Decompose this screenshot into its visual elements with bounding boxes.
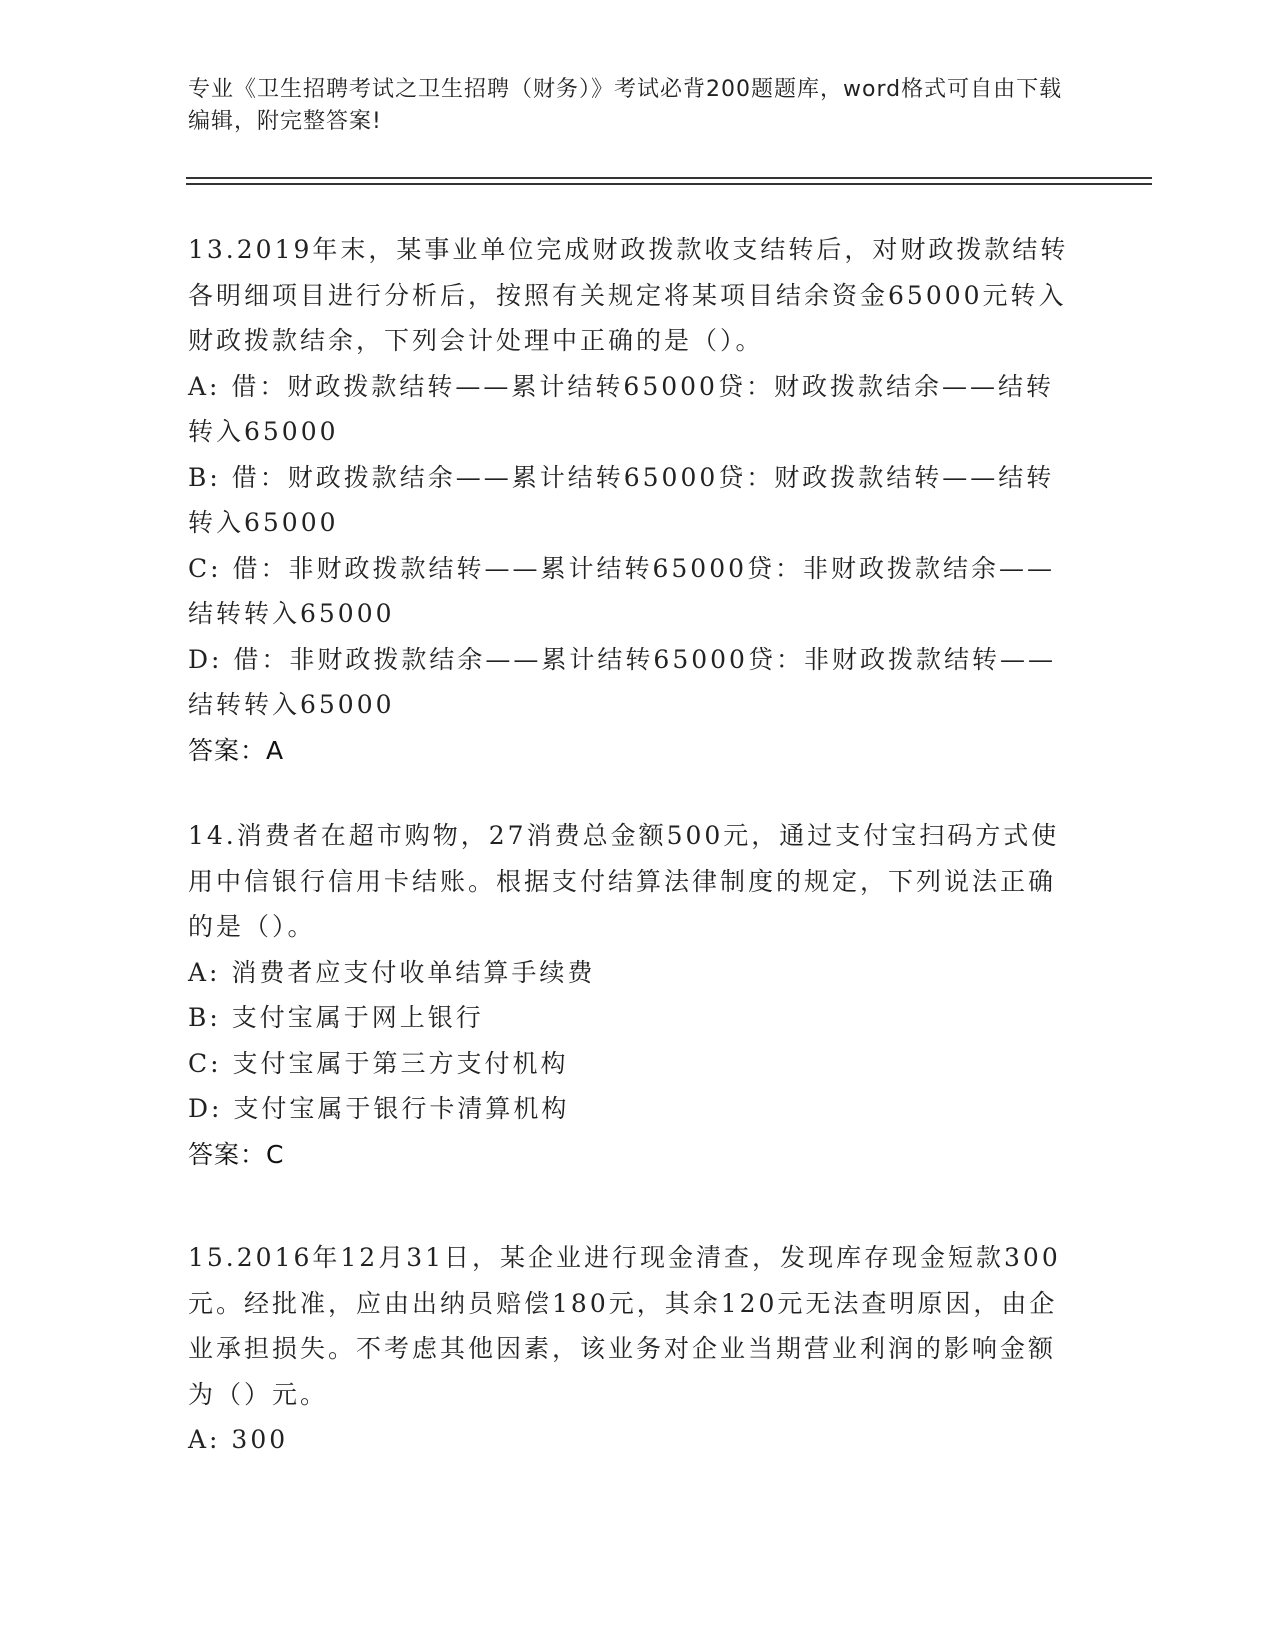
question-14 [188,813,1078,1177]
question-stem: 15.2016年12月31日，某企业进行现金清查，发现库存现金短款300元。经批准，应由出纳员赔偿180元，其余120元无法查明原因，由企业承担损失。不考虑其他因素，该业务对企业当期营业利润的影响金额为（）元。 [188,1243,1061,1409]
option-d: D: 支付宝属于银行卡清算机构 [188,1094,570,1123]
question-stem: 13.2019年末，某事业单位完成财政拨款收支结转后，对财政拨款结转各明细项目进行分析后，按照有关规定将某项目结余资金65000元转入财政拨款结余，下列会计处理中正确的是（）。 [188,235,1069,355]
option-b: B: 支付宝属于网上银行 [188,1003,484,1032]
question-13 [188,227,1078,773]
header-divider-top [186,177,1152,179]
question-15 [188,1235,1078,1463]
header-divider-bottom [186,183,1152,185]
answer-label: 答案：A [188,735,285,765]
question-stem: 14.消费者在超市购物，27消费总金额500元，通过支付宝扫码方式使用中信银行信用卡结账。根据支付结算法律制度的规定，下列说法正确的是（）。 [188,821,1060,941]
answer-label: 答案：C [188,1139,285,1169]
document-header: 专业《卫生招聘考试之卫生招聘（财务）》考试必背200题题库，word格式可自由下载编辑，附完整答案! [188,77,1063,134]
option-a: A: 300 [188,1425,289,1454]
option-a: A: 消费者应支付收单结算手续费 [188,957,596,987]
option-c: C: 借：非财政拨款结转——累计结转65000贷：非财政拨款结余——结转转入65000 [188,553,1056,628]
option-a: A: 借：财政拨款结转——累计结转65000贷：财政拨款结余——结转转入65000 [188,371,1054,446]
option-c: C: 支付宝属于第三方支付机构 [188,1048,569,1078]
option-b: B: 借：财政拨款结余——累计结转65000贷：财政拨款结转——结转转入65000 [188,462,1055,537]
option-d: D: 借：非财政拨款结余——累计结转65000贷：非财政拨款结转——结转转入65000 [188,644,1056,719]
